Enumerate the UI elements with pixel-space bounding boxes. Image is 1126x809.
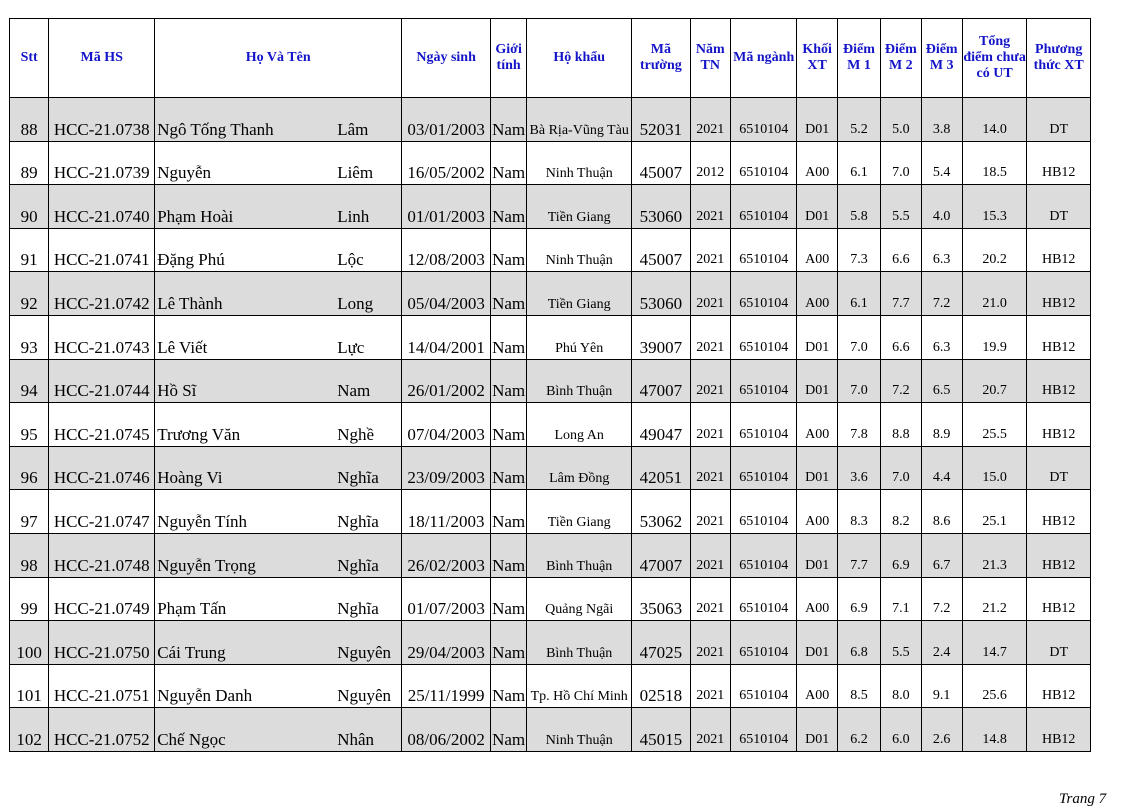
cell-phuong-thuc: HB12 [1027, 577, 1091, 621]
cell-stt: 92 [10, 272, 49, 316]
cell-ten: Nghĩa [337, 490, 402, 534]
cell-ten: Nhân [337, 708, 402, 752]
header-ho-va-ten: Họ Và Tên [155, 19, 402, 98]
cell-diem-m2: 8.2 [881, 490, 921, 534]
cell-diem-m2: 7.2 [881, 359, 921, 403]
cell-ho: Nguyễn [155, 141, 338, 185]
cell-tong-diem: 14.0 [962, 98, 1027, 142]
table-row [10, 359, 1091, 403]
table-row [10, 98, 1091, 142]
cell-ngay-sinh: 05/04/2003 [402, 272, 491, 316]
cell-diem-m3: 4.4 [921, 446, 962, 490]
table-row [10, 621, 1091, 665]
cell-diem-m3: 4.0 [921, 185, 962, 229]
cell-diem-m3: 8.6 [921, 490, 962, 534]
cell-ho-khau: Tiền Giang [527, 185, 632, 229]
cell-khoi-xt: A00 [797, 141, 837, 185]
cell-gioi-tinh: Nam [490, 315, 526, 359]
cell-ngay-sinh: 01/07/2003 [402, 577, 491, 621]
cell-ten: Nghề [337, 403, 402, 447]
cell-tong-diem: 25.1 [962, 490, 1027, 534]
cell-ngay-sinh: 14/04/2001 [402, 315, 491, 359]
table-row [10, 315, 1091, 359]
cell-ngay-sinh: 23/09/2003 [402, 446, 491, 490]
cell-ho: Chế Ngọc [155, 708, 338, 752]
cell-nam-tn: 2021 [690, 359, 730, 403]
header-khoi-xt: Khối XT [797, 19, 837, 98]
cell-ten: Nghĩa [337, 577, 402, 621]
cell-khoi-xt: D01 [797, 359, 837, 403]
cell-ma-hs: HCC-21.0740 [49, 185, 155, 229]
cell-ngay-sinh: 29/04/2003 [402, 621, 491, 665]
cell-ten: Linh [337, 185, 402, 229]
cell-phuong-thuc: DT [1027, 185, 1091, 229]
table-row [10, 228, 1091, 272]
cell-ho-khau: Tiền Giang [527, 490, 632, 534]
cell-diem-m2: 6.0 [881, 708, 921, 752]
cell-ma-nganh: 6510104 [730, 577, 797, 621]
cell-diem-m3: 2.6 [921, 708, 962, 752]
cell-diem-m3: 2.4 [921, 621, 962, 665]
cell-gioi-tinh: Nam [490, 141, 526, 185]
table-row [10, 577, 1091, 621]
cell-ma-nganh: 6510104 [730, 621, 797, 665]
cell-ho: Phạm Tấn [155, 577, 338, 621]
cell-gioi-tinh: Nam [490, 708, 526, 752]
header-ma-nganh: Mã ngành [730, 19, 797, 98]
cell-diem-m2: 5.0 [881, 98, 921, 142]
header-nam-tn: Năm TN [690, 19, 730, 98]
cell-diem-m3: 6.3 [921, 228, 962, 272]
cell-diem-m2: 8.0 [881, 664, 921, 708]
cell-ma-hs: HCC-21.0751 [49, 664, 155, 708]
cell-nam-tn: 2021 [690, 228, 730, 272]
cell-diem-m2: 5.5 [881, 621, 921, 665]
page-number: Trang 7 [1059, 791, 1107, 807]
cell-khoi-xt: A00 [797, 490, 837, 534]
cell-stt: 93 [10, 315, 49, 359]
cell-ma-hs: HCC-21.0746 [49, 446, 155, 490]
cell-phuong-thuc: HB12 [1027, 664, 1091, 708]
cell-gioi-tinh: Nam [490, 664, 526, 708]
header-diem-m1: Điểm M 1 [837, 19, 880, 98]
cell-diem-m2: 7.7 [881, 272, 921, 316]
cell-diem-m1: 7.7 [837, 533, 880, 577]
cell-phuong-thuc: HB12 [1027, 315, 1091, 359]
cell-nam-tn: 2021 [690, 708, 730, 752]
cell-ma-truong: 35063 [632, 577, 690, 621]
cell-diem-m2: 6.6 [881, 315, 921, 359]
cell-ngay-sinh: 12/08/2003 [402, 228, 491, 272]
cell-ho: Hồ Sĩ [155, 359, 338, 403]
cell-diem-m1: 6.9 [837, 577, 880, 621]
cell-stt: 100 [10, 621, 49, 665]
cell-ma-truong: 45015 [632, 708, 690, 752]
cell-ma-nganh: 6510104 [730, 228, 797, 272]
cell-diem-m3: 8.9 [921, 403, 962, 447]
cell-tong-diem: 20.2 [962, 228, 1027, 272]
cell-phuong-thuc: DT [1027, 621, 1091, 665]
cell-ngay-sinh: 16/05/2002 [402, 141, 491, 185]
cell-ma-nganh: 6510104 [730, 664, 797, 708]
cell-ma-hs: HCC-21.0749 [49, 577, 155, 621]
cell-nam-tn: 2021 [690, 272, 730, 316]
cell-diem-m1: 6.1 [837, 141, 880, 185]
cell-ten: Nam [337, 359, 402, 403]
cell-tong-diem: 20.7 [962, 359, 1027, 403]
cell-ho-khau: Tiền Giang [527, 272, 632, 316]
cell-khoi-xt: D01 [797, 315, 837, 359]
cell-tong-diem: 21.3 [962, 533, 1027, 577]
cell-ma-truong: 39007 [632, 315, 690, 359]
header-diem-m3: Điểm M 3 [921, 19, 962, 98]
cell-ma-nganh: 6510104 [730, 98, 797, 142]
cell-nam-tn: 2021 [690, 315, 730, 359]
cell-diem-m3: 6.3 [921, 315, 962, 359]
cell-ma-hs: HCC-21.0750 [49, 621, 155, 665]
cell-phuong-thuc: HB12 [1027, 359, 1091, 403]
cell-khoi-xt: D01 [797, 98, 837, 142]
cell-ngay-sinh: 26/01/2002 [402, 359, 491, 403]
cell-ma-hs: HCC-21.0752 [49, 708, 155, 752]
cell-diem-m1: 6.8 [837, 621, 880, 665]
cell-ma-hs: HCC-21.0748 [49, 533, 155, 577]
cell-ma-hs: HCC-21.0738 [49, 98, 155, 142]
cell-diem-m3: 6.7 [921, 533, 962, 577]
cell-ten: Lâm [337, 98, 402, 142]
cell-gioi-tinh: Nam [490, 533, 526, 577]
cell-ma-hs: HCC-21.0744 [49, 359, 155, 403]
cell-ma-nganh: 6510104 [730, 272, 797, 316]
cell-phuong-thuc: HB12 [1027, 490, 1091, 534]
cell-nam-tn: 2021 [690, 664, 730, 708]
cell-tong-diem: 19.9 [962, 315, 1027, 359]
cell-ten: Liêm [337, 141, 402, 185]
cell-ho: Lê Viết [155, 315, 338, 359]
cell-ho-khau: Phú Yên [527, 315, 632, 359]
cell-ma-nganh: 6510104 [730, 708, 797, 752]
cell-ma-truong: 53060 [632, 185, 690, 229]
cell-ngay-sinh: 03/01/2003 [402, 98, 491, 142]
cell-nam-tn: 2021 [690, 490, 730, 534]
cell-diem-m1: 7.0 [837, 359, 880, 403]
cell-ma-nganh: 6510104 [730, 185, 797, 229]
cell-ma-truong: 45007 [632, 141, 690, 185]
cell-khoi-xt: D01 [797, 185, 837, 229]
header-ma-truong: Mã trường [632, 19, 690, 98]
cell-khoi-xt: D01 [797, 446, 837, 490]
cell-gioi-tinh: Nam [490, 272, 526, 316]
table-row [10, 664, 1091, 708]
cell-diem-m1: 7.3 [837, 228, 880, 272]
cell-diem-m1: 6.1 [837, 272, 880, 316]
cell-ma-nganh: 6510104 [730, 403, 797, 447]
table-row [10, 533, 1091, 577]
header-ma-hs: Mã HS [49, 19, 155, 98]
cell-phuong-thuc: DT [1027, 446, 1091, 490]
cell-diem-m1: 3.6 [837, 446, 880, 490]
cell-tong-diem: 14.8 [962, 708, 1027, 752]
cell-stt: 95 [10, 403, 49, 447]
cell-ngay-sinh: 26/02/2003 [402, 533, 491, 577]
cell-ho-khau: Bình Thuận [527, 533, 632, 577]
cell-ho-khau: Long An [527, 403, 632, 447]
cell-nam-tn: 2012 [690, 141, 730, 185]
cell-khoi-xt: D01 [797, 621, 837, 665]
cell-ten: Lộc [337, 228, 402, 272]
cell-phuong-thuc: HB12 [1027, 141, 1091, 185]
cell-diem-m2: 7.0 [881, 446, 921, 490]
cell-gioi-tinh: Nam [490, 490, 526, 534]
cell-ma-truong: 49047 [632, 403, 690, 447]
cell-khoi-xt: A00 [797, 403, 837, 447]
cell-nam-tn: 2021 [690, 403, 730, 447]
cell-ten: Nguyên [337, 621, 402, 665]
cell-gioi-tinh: Nam [490, 359, 526, 403]
header-diem-m2: Điểm M 2 [881, 19, 921, 98]
cell-diem-m1: 6.2 [837, 708, 880, 752]
cell-tong-diem: 25.5 [962, 403, 1027, 447]
cell-ma-nganh: 6510104 [730, 359, 797, 403]
cell-diem-m3: 9.1 [921, 664, 962, 708]
table-row [10, 403, 1091, 447]
cell-diem-m3: 5.4 [921, 141, 962, 185]
cell-tong-diem: 21.2 [962, 577, 1027, 621]
cell-ma-truong: 47007 [632, 359, 690, 403]
cell-ho-khau: Ninh Thuận [527, 141, 632, 185]
cell-diem-m2: 6.6 [881, 228, 921, 272]
cell-diem-m1: 8.5 [837, 664, 880, 708]
header-stt: Stt [10, 19, 49, 98]
cell-ho-khau: Bình Thuận [527, 359, 632, 403]
cell-stt: 94 [10, 359, 49, 403]
cell-phuong-thuc: HB12 [1027, 228, 1091, 272]
cell-gioi-tinh: Nam [490, 446, 526, 490]
cell-ho-khau: Lâm Đồng [527, 446, 632, 490]
cell-ma-hs: HCC-21.0741 [49, 228, 155, 272]
cell-diem-m1: 5.2 [837, 98, 880, 142]
cell-tong-diem: 15.0 [962, 446, 1027, 490]
table-row [10, 446, 1091, 490]
cell-stt: 97 [10, 490, 49, 534]
header-gioi-tinh: Giới tính [490, 19, 526, 98]
cell-phuong-thuc: HB12 [1027, 272, 1091, 316]
cell-diem-m3: 7.2 [921, 577, 962, 621]
cell-khoi-xt: A00 [797, 228, 837, 272]
table-row [10, 141, 1091, 185]
cell-ngay-sinh: 01/01/2003 [402, 185, 491, 229]
cell-ngay-sinh: 07/04/2003 [402, 403, 491, 447]
cell-diem-m2: 5.5 [881, 185, 921, 229]
cell-diem-m3: 7.2 [921, 272, 962, 316]
cell-phuong-thuc: HB12 [1027, 708, 1091, 752]
cell-stt: 98 [10, 533, 49, 577]
cell-diem-m2: 8.8 [881, 403, 921, 447]
cell-diem-m3: 3.8 [921, 98, 962, 142]
cell-ma-truong: 52031 [632, 98, 690, 142]
header-tong-diem: Tổng điểm chưa có UT [962, 19, 1027, 98]
cell-stt: 102 [10, 708, 49, 752]
cell-ten: Long [337, 272, 402, 316]
cell-stt: 99 [10, 577, 49, 621]
cell-gioi-tinh: Nam [490, 621, 526, 665]
cell-tong-diem: 21.0 [962, 272, 1027, 316]
cell-tong-diem: 14.7 [962, 621, 1027, 665]
table-row [10, 185, 1091, 229]
cell-ten: Lực [337, 315, 402, 359]
cell-ho: Hoàng Vi [155, 446, 338, 490]
cell-ho-khau: Bình Thuận [527, 621, 632, 665]
cell-ten: Nghĩa [337, 446, 402, 490]
cell-ma-truong: 53060 [632, 272, 690, 316]
cell-ma-truong: 53062 [632, 490, 690, 534]
cell-ngay-sinh: 18/11/2003 [402, 490, 491, 534]
cell-ho: Đặng Phú [155, 228, 338, 272]
header-ngay-sinh: Ngày sinh [402, 19, 491, 98]
cell-ho: Cái Trung [155, 621, 338, 665]
cell-gioi-tinh: Nam [490, 577, 526, 621]
cell-ma-hs: HCC-21.0743 [49, 315, 155, 359]
cell-ho-khau: Ninh Thuận [527, 228, 632, 272]
header-row [10, 19, 1091, 98]
cell-ma-hs: HCC-21.0739 [49, 141, 155, 185]
cell-phuong-thuc: HB12 [1027, 403, 1091, 447]
cell-ho-khau: Bà Rịa-Vũng Tàu [527, 98, 632, 142]
cell-ma-truong: 47007 [632, 533, 690, 577]
cell-diem-m1: 7.0 [837, 315, 880, 359]
cell-ho: Nguyễn Danh [155, 664, 338, 708]
cell-diem-m2: 6.9 [881, 533, 921, 577]
student-table [9, 18, 1091, 752]
cell-ho: Nguyễn Tính [155, 490, 338, 534]
cell-ma-hs: HCC-21.0745 [49, 403, 155, 447]
table-row [10, 490, 1091, 534]
cell-khoi-xt: D01 [797, 533, 837, 577]
cell-ma-nganh: 6510104 [730, 141, 797, 185]
cell-ten: Nghĩa [337, 533, 402, 577]
cell-diem-m3: 6.5 [921, 359, 962, 403]
cell-ho-khau: Quảng Ngãi [527, 577, 632, 621]
header-ho-khau: Hộ khẩu [527, 19, 632, 98]
cell-ho: Ngô Tống Thanh [155, 98, 338, 142]
cell-nam-tn: 2021 [690, 98, 730, 142]
cell-stt: 88 [10, 98, 49, 142]
cell-ma-truong: 42051 [632, 446, 690, 490]
cell-phuong-thuc: DT [1027, 98, 1091, 142]
cell-ma-nganh: 6510104 [730, 533, 797, 577]
cell-khoi-xt: A00 [797, 664, 837, 708]
cell-diem-m2: 7.1 [881, 577, 921, 621]
cell-ho-khau: Ninh Thuận [527, 708, 632, 752]
cell-stt: 96 [10, 446, 49, 490]
cell-diem-m1: 5.8 [837, 185, 880, 229]
cell-ma-nganh: 6510104 [730, 446, 797, 490]
cell-tong-diem: 15.3 [962, 185, 1027, 229]
cell-stt: 101 [10, 664, 49, 708]
table-row [10, 708, 1091, 752]
cell-ho: Phạm Hoài [155, 185, 338, 229]
cell-stt: 89 [10, 141, 49, 185]
cell-diem-m2: 7.0 [881, 141, 921, 185]
cell-diem-m1: 7.8 [837, 403, 880, 447]
cell-khoi-xt: A00 [797, 272, 837, 316]
cell-tong-diem: 25.6 [962, 664, 1027, 708]
cell-nam-tn: 2021 [690, 621, 730, 665]
cell-ho-khau: Tp. Hồ Chí Minh [527, 664, 632, 708]
cell-ho: Lê Thành [155, 272, 338, 316]
cell-ma-truong: 47025 [632, 621, 690, 665]
cell-ngay-sinh: 25/11/1999 [402, 664, 491, 708]
cell-ten: Nguyên [337, 664, 402, 708]
cell-nam-tn: 2021 [690, 533, 730, 577]
cell-ho: Nguyễn Trọng [155, 533, 338, 577]
cell-ma-truong: 02518 [632, 664, 690, 708]
cell-gioi-tinh: Nam [490, 98, 526, 142]
cell-ngay-sinh: 08/06/2002 [402, 708, 491, 752]
cell-ma-hs: HCC-21.0747 [49, 490, 155, 534]
cell-stt: 90 [10, 185, 49, 229]
cell-khoi-xt: D01 [797, 708, 837, 752]
cell-tong-diem: 18.5 [962, 141, 1027, 185]
cell-stt: 91 [10, 228, 49, 272]
table-row [10, 272, 1091, 316]
cell-phuong-thuc: HB12 [1027, 533, 1091, 577]
cell-gioi-tinh: Nam [490, 228, 526, 272]
cell-nam-tn: 2021 [690, 446, 730, 490]
cell-nam-tn: 2021 [690, 185, 730, 229]
cell-ho: Trương Văn [155, 403, 338, 447]
cell-khoi-xt: A00 [797, 577, 837, 621]
cell-ma-truong: 45007 [632, 228, 690, 272]
cell-ma-nganh: 6510104 [730, 490, 797, 534]
table-body [10, 98, 1091, 752]
cell-ma-hs: HCC-21.0742 [49, 272, 155, 316]
header-phuong-thuc: Phương thức XT [1027, 19, 1091, 98]
cell-gioi-tinh: Nam [490, 403, 526, 447]
cell-gioi-tinh: Nam [490, 185, 526, 229]
cell-nam-tn: 2021 [690, 577, 730, 621]
cell-ma-nganh: 6510104 [730, 315, 797, 359]
cell-diem-m1: 8.3 [837, 490, 880, 534]
